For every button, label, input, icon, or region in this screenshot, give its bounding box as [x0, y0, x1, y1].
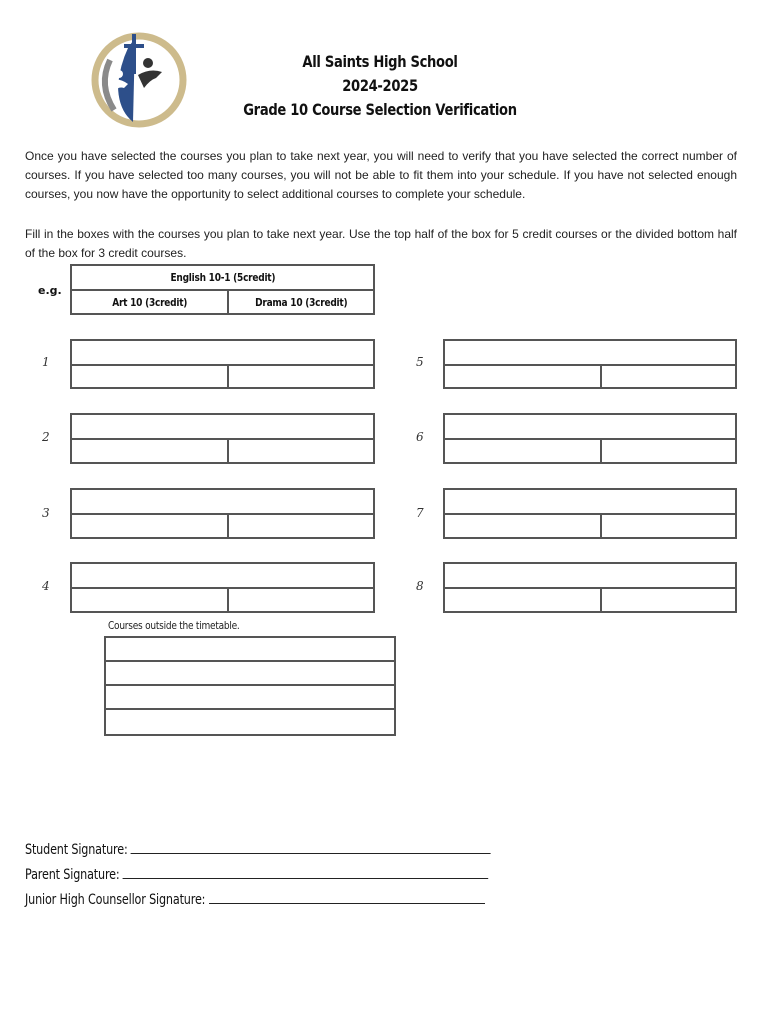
outside-timetable-label: Courses outside the timetable. [108, 619, 240, 632]
example-course-box [70, 264, 375, 315]
example-three-credit-left: Art 10 (3credit) [72, 291, 229, 313]
five-credit-field[interactable] [445, 490, 735, 515]
slot-number: 1 [42, 355, 50, 369]
instructions-paragraph-2: Fill in the boxes with the courses you plan to take next year. Use the top half of the box for 5 credit courses or the divided bottom half of the box for 3 credit courses. [25, 227, 737, 260]
slot-number: 8 [416, 579, 424, 593]
outside-course-field[interactable] [106, 710, 394, 734]
course-box-4 [70, 562, 375, 613]
slot-number: 4 [42, 579, 50, 593]
three-credit-field-left[interactable] [445, 440, 602, 462]
three-credit-field-right[interactable] [229, 515, 373, 537]
counsellor-signature [25, 891, 485, 908]
three-credit-field-right[interactable] [602, 366, 735, 387]
five-credit-field[interactable] [445, 415, 735, 440]
three-credit-field-right[interactable] [602, 440, 735, 462]
three-credit-field-right[interactable] [602, 515, 735, 537]
slot-number: 5 [416, 355, 424, 369]
student-signature-label: Student Signature: [25, 842, 128, 858]
course-box-6 [443, 413, 737, 464]
outside-course-field[interactable] [106, 662, 394, 686]
outside-timetable-box [104, 636, 396, 736]
three-credit-field-left[interactable] [72, 589, 229, 611]
three-credit-field-left[interactable] [72, 515, 229, 537]
five-credit-field[interactable] [72, 341, 373, 366]
outside-course-field[interactable] [106, 638, 394, 662]
school-logo [88, 30, 190, 130]
three-credit-field-left[interactable] [445, 366, 602, 387]
student-signature [25, 841, 491, 858]
five-credit-field[interactable] [72, 490, 373, 515]
course-box-5 [443, 339, 737, 389]
three-credit-field-right[interactable] [602, 589, 735, 611]
outside-course-field[interactable] [106, 686, 394, 710]
school-name: All Saints High School [302, 52, 458, 71]
five-credit-field[interactable] [445, 341, 735, 366]
student-signature-line[interactable] [131, 841, 491, 854]
course-box-3 [70, 488, 375, 539]
example-three-credit-right: Drama 10 (3credit) [254, 295, 348, 309]
parent-signature-line[interactable] [123, 866, 489, 879]
parent-signature [25, 866, 489, 883]
three-credit-field-right[interactable] [229, 366, 373, 387]
three-credit-field-right[interactable] [229, 440, 373, 462]
five-credit-field[interactable] [72, 415, 373, 440]
parent-signature-label: Parent Signature: [25, 867, 120, 883]
three-credit-field-right[interactable] [229, 589, 373, 611]
slot-number: 7 [416, 506, 424, 520]
school-logo-icon [88, 30, 190, 130]
three-credit-field-left[interactable] [445, 589, 602, 611]
course-box-1 [70, 339, 375, 389]
three-credit-field-left[interactable] [72, 366, 229, 387]
form-title: Grade 10 Course Selection Verification [243, 100, 517, 119]
example-label: e.g. [38, 284, 62, 297]
instructions-paragraph-1: Once you have selected the courses you plan to take next year, you will need to verify that you have selected the correct number of courses. If you have selected too many courses, you will not be able to fit them into your schedule. If you have not selected enough courses, you now have the opportunity to select additional courses to complete your schedule. [25, 149, 737, 201]
five-credit-field[interactable] [72, 564, 373, 589]
slot-number: 3 [42, 506, 50, 520]
three-credit-field-left[interactable] [72, 440, 229, 462]
counsellor-signature-line[interactable] [209, 891, 485, 904]
slot-number: 6 [416, 430, 424, 444]
course-box-8 [443, 562, 737, 613]
title-block [232, 50, 527, 122]
school-year: 2024-2025 [342, 76, 418, 95]
slot-number: 2 [42, 430, 50, 444]
course-box-2 [70, 413, 375, 464]
example-five-credit: English 10-1 (5credit) [72, 266, 373, 291]
five-credit-field[interactable] [445, 564, 735, 589]
three-credit-field-left[interactable] [445, 515, 602, 537]
course-box-7 [443, 488, 737, 539]
counsellor-signature-label: Junior High Counsellor Signature: [25, 892, 206, 908]
